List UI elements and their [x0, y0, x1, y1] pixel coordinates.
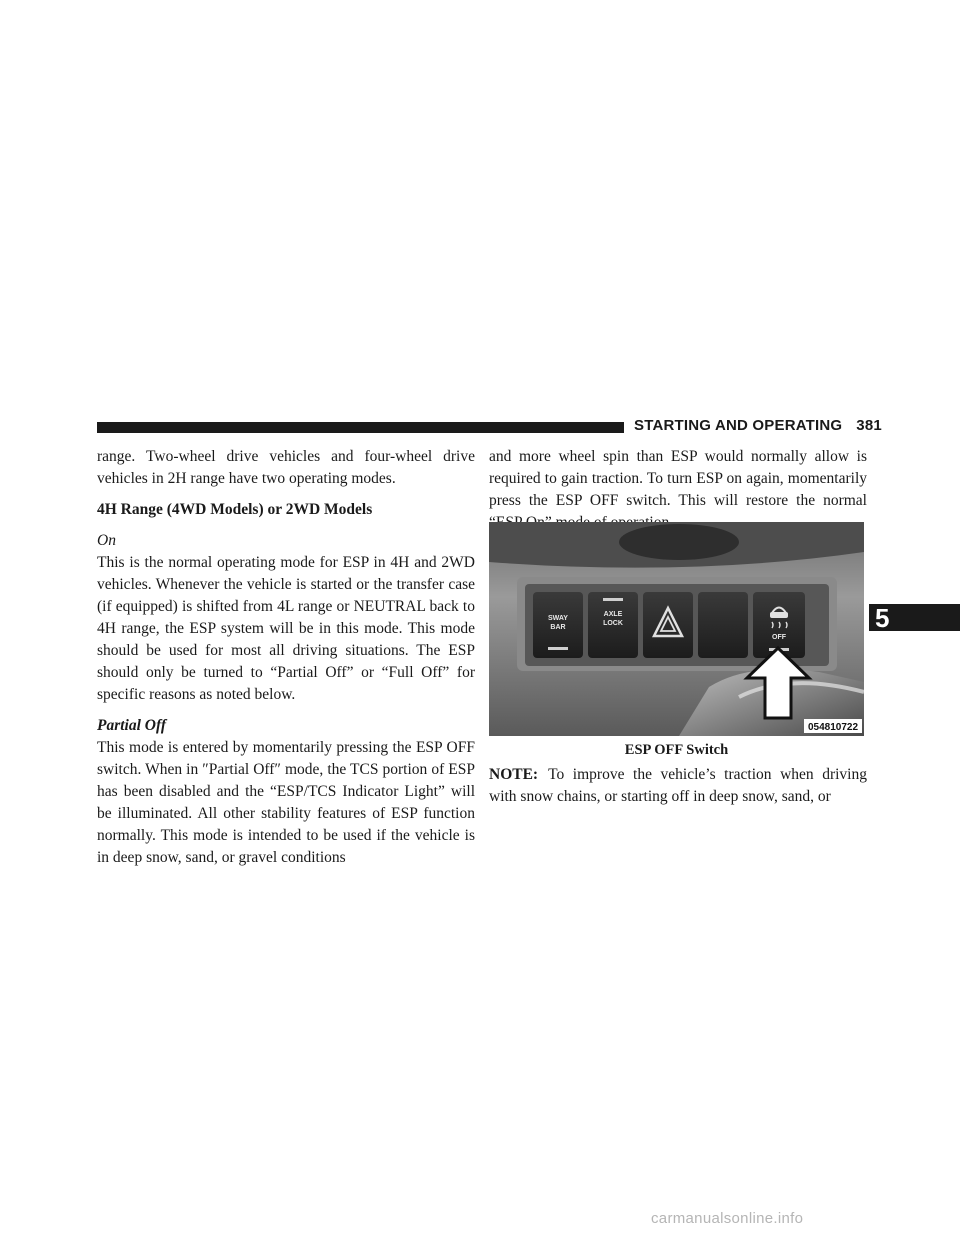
right-column — [489, 446, 867, 534]
figure-code: 054810722 — [807, 722, 859, 733]
partial-off-heading: Partial Off — [97, 717, 167, 734]
section-heading: 4H Range (4WD Models) or 2WD Models — [97, 501, 373, 518]
note-label: NOTE: — [489, 766, 539, 783]
hazard-button[interactable] — [643, 592, 693, 658]
sway-indicator — [548, 647, 568, 650]
axle-lock-button[interactable] — [588, 592, 638, 658]
partial-off-paragraph: This mode is entered by momentarily pressing the ESP OFF switch. When in ″Partial Off″ mode, the TCS portion of ESP has been disabled and the “ESP/TCS Indicator Light” will be illuminated. All other stability features of ESP function normally. This mode is intended to be used if the vehicle is in deep snow, sand, or gravel conditions — [97, 739, 475, 866]
continued-paragraph: and more wheel spin than ESP would normally allow is required to gain traction. To turn ESP on again, momentarily press the ESP OFF switch. This will restore the normal — [489, 448, 867, 509]
intro-paragraph: range. Two-wheel drive vehicles and four-wheel drive vehicles in 2H range have two operating modes. — [97, 448, 475, 487]
sway-bar-button[interactable] — [533, 592, 583, 658]
axle-label-line1: AXLE — [603, 611, 623, 618]
vent-ring — [619, 524, 739, 560]
esp-switch-figure — [489, 522, 864, 736]
esp-car-body-icon — [770, 612, 788, 618]
figure-caption: ESP OFF Switch — [624, 742, 729, 758]
running-header — [634, 417, 882, 434]
on-paragraph: This is the normal operating mode for ESP in 4H and 2WD vehicles. Whenever the vehicle is started or the transfer case (if equipped) is shifted from 4L range or NEUTRAL back to 4H range, the ESP system will be in this mode. This mode should be used for most all driving situations. The ESP should only be turned to “Partial Off” or “Full Off” for specific reasons as noted below. — [97, 554, 475, 703]
chapter-number: 5 — [875, 603, 890, 633]
axle-indicator — [603, 598, 623, 601]
header-rule — [97, 422, 624, 433]
section-title: STARTING AND OPERATING — [634, 417, 843, 434]
axle-label-line2: LOCK — [603, 620, 623, 627]
note-block — [489, 764, 867, 808]
note-text: To improve the vehicle’s traction when driving with snow chains, or starting off in deep snow, sand, or — [489, 766, 867, 805]
esp-off-label: OFF — [772, 634, 786, 641]
hazard-button-face[interactable] — [643, 592, 693, 658]
page-number: 381 — [856, 417, 882, 434]
blank-button[interactable] — [698, 592, 748, 658]
blank-button-face[interactable] — [698, 592, 748, 658]
left-column — [97, 446, 475, 869]
on-heading: On — [97, 532, 116, 549]
sway-label-line1: SWAY — [548, 615, 568, 622]
chapter-tab — [869, 604, 960, 631]
watermark: carmanualsonline.info — [651, 1210, 804, 1227]
sway-label-line2: BAR — [550, 624, 566, 631]
